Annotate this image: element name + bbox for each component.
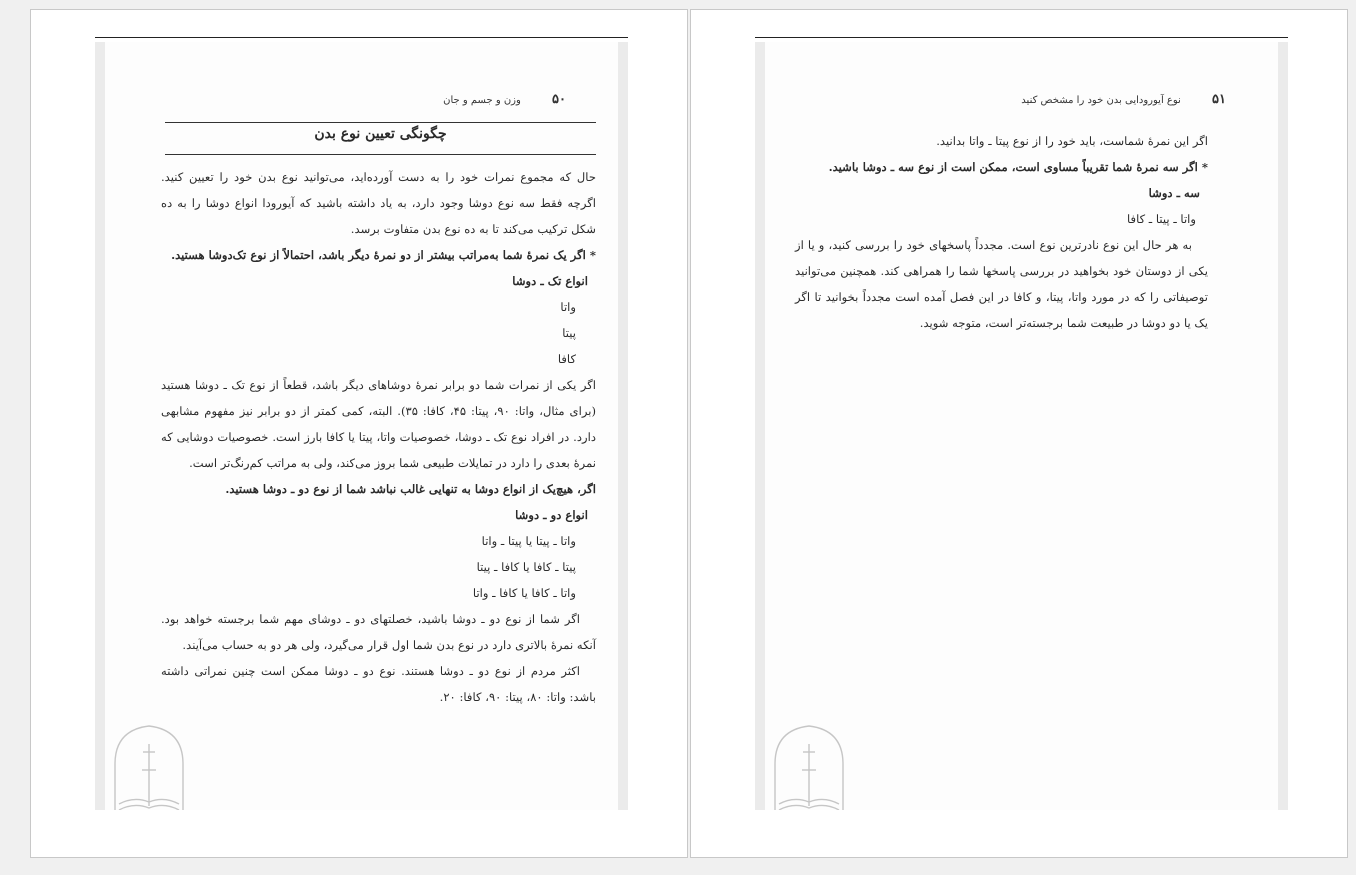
single-type-item: واتا xyxy=(560,300,576,314)
tri-dosha-paragraph: به هر حال این نوع نادرترین نوع است. مجدداً پاسخهای خود را بررسی کنید، و یا از یکی از دوستان خود بخواهید در بررسی پاسخها شما را همراهی کند. همچنین می‌توانید توصیفاتی را که در مورد واتا، پیتا، و کافا در این فصل آمده است مجدداً بخوانید تا اگر یک یا دو دوشا در طبیعت شما برجسته‌تر است، متوجه شوید. xyxy=(795,238,1208,330)
page-top-rule xyxy=(755,37,1288,38)
page-number: ۵۱ xyxy=(1212,92,1226,107)
title-rule-top xyxy=(165,122,596,123)
single-type-item: کافا xyxy=(557,352,576,366)
left-page xyxy=(30,9,688,858)
paper xyxy=(105,42,618,810)
bullet-dual-dosha: اگر، هیچ‌یک از انواع دوشا به تنهایی غالب نباشد شما از نوع دو ـ دوشا هستید. xyxy=(225,482,596,496)
single-type-item: پیتا xyxy=(562,326,576,340)
page-body xyxy=(795,128,1208,336)
bullet-single-dosha: * اگر یک نمرهٔ شما به‌مراتب بیشتر از دو نمرهٔ دیگر باشد، احتمالاً از نوع تک‌دوشا هستید. xyxy=(171,248,596,262)
page-header xyxy=(165,92,566,112)
title-rule-bottom xyxy=(165,154,596,155)
library-logo-watermark xyxy=(769,724,849,810)
dual-type-item: واتا ـ پیتا یا پیتا ـ واتا xyxy=(481,534,576,548)
running-title: وزن و جسم و جان xyxy=(443,95,521,106)
dual-type-item: واتا ـ کافا یا کافا ـ واتا xyxy=(472,586,576,600)
bullet-tri-dosha: * اگر سه نمرهٔ شما تقریباً مساوی است، ممکن است از نوع سه ـ دوشا باشید. xyxy=(828,160,1208,174)
page-number: ۵۰ xyxy=(552,92,566,107)
result-line: اگر این نمرهٔ شماست، باید خود را از نوع پیتا ـ واتا بدانید. xyxy=(936,134,1208,148)
tri-type-item: واتا ـ پیتا ـ کافا xyxy=(1127,212,1196,226)
intro-paragraph: حال که مجموع نمرات خود را به دست آورده‌اید، می‌توانید نوع بدن خود را تعیین کنید. اگرچه فقط سه نوع دوشا وجود دارد، به یاد داشته باشید که آیورودا انواع دوشا را به ده شکل ترکیب می‌کند تا به ده نوع بدن متفاوت برسد. xyxy=(161,170,596,236)
scanned-page-area xyxy=(95,42,628,810)
right-page xyxy=(690,9,1348,858)
paper xyxy=(765,42,1278,810)
tri-dosha-heading: سه ـ دوشا xyxy=(1148,186,1200,200)
running-title: نوع آیورودایی بدن خود را مشخص کنید xyxy=(1021,95,1181,106)
page-header xyxy=(825,92,1226,112)
scanned-page-area xyxy=(755,42,1288,810)
section-title: چگونگی تعیین نوع بدن xyxy=(314,126,447,142)
single-dosha-heading: انواع تک ـ دوشا xyxy=(512,274,588,288)
page-body xyxy=(161,164,596,710)
library-logo-watermark xyxy=(109,724,189,810)
dual-dosha-example: اکثر مردم از نوع دو ـ دوشا هستند. نوع دو ـ دوشا ممکن است چنین نمراتی داشته باشد: واتا: ۸۰، پیتا: ۹۰، کافا: ۲۰. xyxy=(161,664,596,704)
single-dosha-paragraph: اگر یکی از نمرات شما دو برابر نمرهٔ دوشاهای دیگر باشد، قطعاً از نوع تک ـ دوشا هستید (برای مثال، واتا: ۹۰، پیتا: ۴۵، کافا: ۳۵). البته، کمی کمتر از دو برابر نیز مفهوم مشابهی دارد. در افراد نوع تک ـ دوشا، خصوصیات واتا، پیتا یا کافا بارز است. خصوصیات دوشایی که نمرهٔ بعدی را دارد در تمایلات طبیعی شما بروز می‌کند، ولی به مراتب کم‌رنگ‌تر است. xyxy=(161,378,597,470)
dual-dosha-heading: انواع دو ـ دوشا xyxy=(515,508,588,522)
dual-dosha-paragraph: اگر شما از نوع دو ـ دوشا باشید، خصلتهای دو ـ دوشای مهم شما برجسته خواهد بود. آنکه نمرهٔ بالاتری دارد در نوع بدن شما اول قرار می‌گیرد، ولی هر دو به حساب می‌آیند. xyxy=(161,612,596,652)
dual-type-item: پیتا ـ کافا یا کافا ـ پیتا xyxy=(476,560,576,574)
page-top-rule xyxy=(95,37,628,38)
